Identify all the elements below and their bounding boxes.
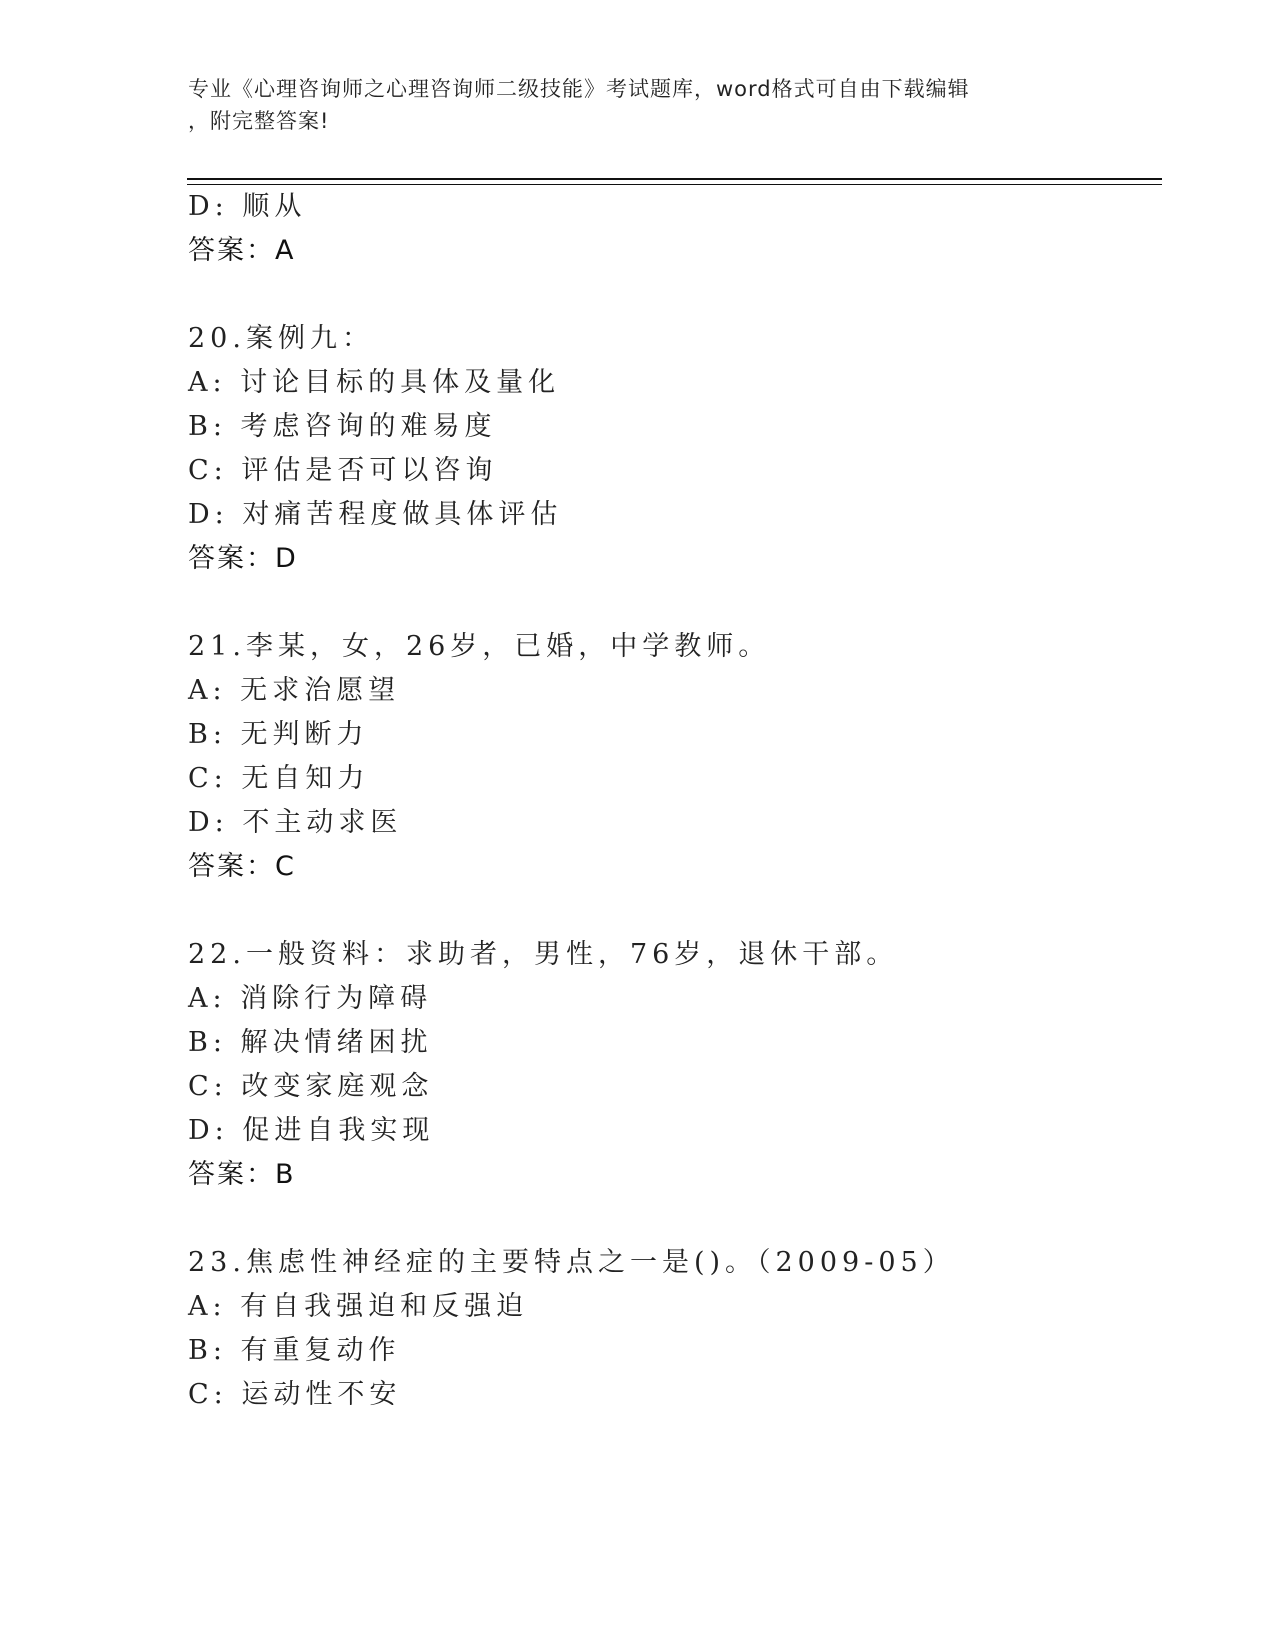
option-line: A: 无求治愿望 <box>188 675 401 706</box>
question-line: 20.案例九： <box>188 323 374 354</box>
header-line-1: 专业《心理咨询师之心理咨询师二级技能》考试题库，word格式可自由下载编辑 <box>188 77 970 101</box>
page-header <box>188 73 1088 137</box>
option-line: B: 考虑咨询的难易度 <box>188 411 497 442</box>
question-line: 22.一般资料：求助者，男性，76岁，退休干部。 <box>188 939 899 970</box>
option-line: A: 讨论目标的具体及量化 <box>188 367 561 398</box>
option-line: B: 解决情绪困扰 <box>188 1027 433 1058</box>
answer-line: 答案：C <box>188 851 296 882</box>
answer-line: 答案：B <box>188 1159 296 1190</box>
answer-line: 答案：A <box>188 235 296 266</box>
option-line: D: 顺从 <box>188 191 307 222</box>
option-line: B: 有重复动作 <box>188 1335 401 1366</box>
option-line: C: 运动性不安 <box>188 1379 402 1410</box>
answer-line: 答案：D <box>188 543 298 574</box>
option-line: D: 对痛苦程度做具体评估 <box>188 499 563 530</box>
option-line: C: 评估是否可以咨询 <box>188 455 498 486</box>
option-line: D: 不主动求医 <box>188 807 403 838</box>
option-line: B: 无判断力 <box>188 719 369 750</box>
option-line: C: 无自知力 <box>188 763 370 794</box>
option-line: A: 消除行为障碍 <box>188 983 433 1014</box>
question-line: 21.李某，女，26岁，已婚，中学教师。 <box>188 631 771 662</box>
option-line: D: 促进自我实现 <box>188 1115 435 1146</box>
header-divider-thick <box>187 178 1162 180</box>
header-divider-thin <box>187 184 1162 185</box>
header-line-2: ，附完整答案! <box>188 109 330 133</box>
question-line: 23.焦虑性神经症的主要特点之一是()。（2009-05） <box>188 1247 955 1278</box>
option-line: A: 有自我强迫和反强迫 <box>188 1291 529 1322</box>
option-line: C: 改变家庭观念 <box>188 1071 434 1102</box>
